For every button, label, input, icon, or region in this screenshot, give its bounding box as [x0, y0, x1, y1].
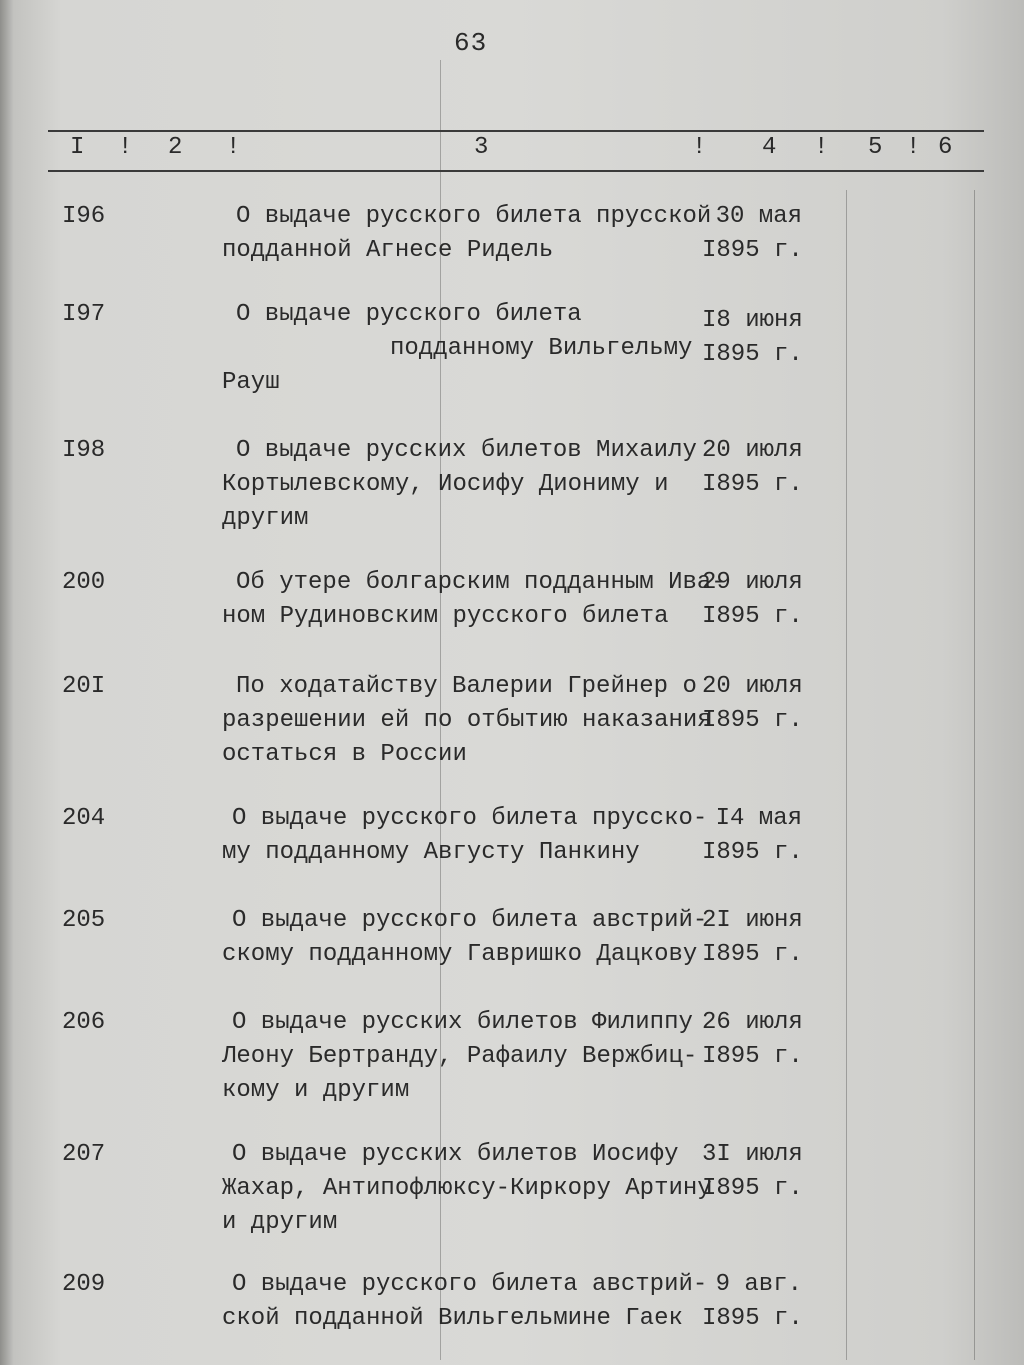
column-separator: ! [692, 134, 707, 161]
entry-date-day: 29 июля [702, 569, 803, 596]
entry-line: подданному Вильгельму [390, 335, 693, 362]
entry-date [702, 434, 802, 502]
entry-line: Кортылевскому, Иосифу Диониму и [222, 471, 669, 498]
entry-date [702, 904, 802, 972]
column-header: 5 [868, 134, 883, 161]
entry-line: ской подданной Вильгельмине Гаек [222, 1305, 683, 1332]
entry-description [222, 1138, 712, 1240]
entry-line: О выдаче русских билетов Филиппу [232, 1009, 693, 1036]
entry-line: разрешении ей по отбытию наказания [222, 707, 712, 734]
entry-line: скому подданному Гавришко Дацкову [222, 941, 698, 968]
entry-date-day: I4 мая [715, 805, 802, 832]
entry-line: подданной Агнесе Ридель [222, 237, 554, 264]
entry-line: О выдаче русских билетов Михаилу [236, 437, 697, 464]
entry-date-day: I8 июня [702, 307, 803, 334]
entry-date-day: 26 июля [702, 1009, 803, 1036]
entry-line: Об утере болгарским подданным Ива- [236, 569, 726, 596]
entry-line: ном Рудиновским русского билета [222, 603, 669, 630]
entry-line: О выдаче русского билета австрий- [232, 907, 708, 934]
entry-line: кому и другим [222, 1077, 410, 1104]
entry-description [222, 1006, 698, 1108]
entry-description [222, 200, 712, 268]
entry-description [222, 904, 708, 972]
entry-number: 207 [62, 1141, 106, 1168]
entry-number: I96 [62, 203, 106, 230]
column-header-row [0, 128, 1024, 168]
entry-date [702, 566, 802, 634]
entry-description [222, 1268, 708, 1336]
column-separator: ! [906, 134, 921, 161]
column-guide-line [974, 190, 975, 1360]
column-separator: ! [814, 134, 829, 161]
column-header: 2 [168, 134, 183, 161]
entry-date [702, 802, 802, 870]
entry-date-day: 30 мая [715, 203, 802, 230]
entry-line: другим [222, 505, 309, 532]
page-binding-edge [0, 0, 14, 1365]
entry-date-year: I895 г. [702, 839, 803, 866]
entry-number: 209 [62, 1271, 106, 1298]
entry-date-year: I895 г. [702, 707, 803, 734]
entry-line: По ходатайству Валерии Грейнер о [236, 673, 697, 700]
entry-date [702, 1138, 802, 1206]
column-header: 3 [474, 134, 489, 161]
column-header: I [70, 134, 85, 161]
entry-date [702, 670, 802, 738]
entry-number: 204 [62, 805, 106, 832]
entry-description [222, 566, 726, 634]
column-header: 4 [762, 134, 777, 161]
entry-date-day: 20 июля [702, 673, 803, 700]
entry-number: 200 [62, 569, 106, 596]
entry-date-day: 2I июня [702, 907, 803, 934]
entry-description [222, 434, 698, 536]
entry-number: 20I [62, 673, 106, 700]
entry-date-year: I895 г. [702, 1175, 803, 1202]
column-guide-line [846, 190, 847, 1360]
entry-description [222, 802, 708, 870]
entry-line: О выдаче русского билета австрий- [232, 1271, 708, 1298]
column-separator: ! [118, 134, 133, 161]
entry-date [702, 1268, 802, 1336]
entry-line: Жахар, Антипофлюксу-Киркору Артину [222, 1175, 712, 1202]
entry-number: I97 [62, 301, 106, 328]
entry-date-year: I895 г. [702, 471, 803, 498]
entry-line: му подданному Августу Панкину [222, 839, 640, 866]
entry-date-year: I895 г. [702, 237, 803, 264]
entry-date-day: 9 авг. [715, 1271, 802, 1298]
header-rule-bottom [48, 170, 984, 172]
entry-line: О выдаче русского билета [236, 301, 582, 328]
entry-line: Рауш [222, 369, 280, 396]
entry-line: О выдаче русского билета прусской [236, 203, 712, 230]
column-header: 6 [938, 134, 953, 161]
entry-number: I98 [62, 437, 106, 464]
entry-number: 206 [62, 1009, 106, 1036]
entry-description [222, 298, 698, 400]
entry-line: О выдаче русских билетов Иосифу [232, 1141, 679, 1168]
entry-date [702, 304, 802, 372]
entry-date [702, 1006, 802, 1074]
entry-date [702, 200, 802, 268]
entry-date-year: I895 г. [702, 941, 803, 968]
entry-line: и другим [222, 1209, 338, 1236]
entry-line: Леону Бертранду, Рафаилу Вержбиц- [222, 1043, 698, 1070]
entry-date-day: 3I июля [702, 1141, 803, 1168]
entry-date-year: I895 г. [702, 341, 803, 368]
entry-date-day: 20 июля [702, 437, 803, 464]
entry-description [222, 670, 712, 772]
entry-line: О выдаче русского билета прусско- [232, 805, 708, 832]
entry-line: остаться в России [222, 741, 467, 768]
entry-number: 205 [62, 907, 106, 934]
page-number: 63 [454, 28, 488, 58]
entry-date-year: I895 г. [702, 1043, 803, 1070]
entry-date-year: I895 г. [702, 1305, 803, 1332]
entry-date-year: I895 г. [702, 603, 803, 630]
column-separator: ! [226, 134, 241, 161]
